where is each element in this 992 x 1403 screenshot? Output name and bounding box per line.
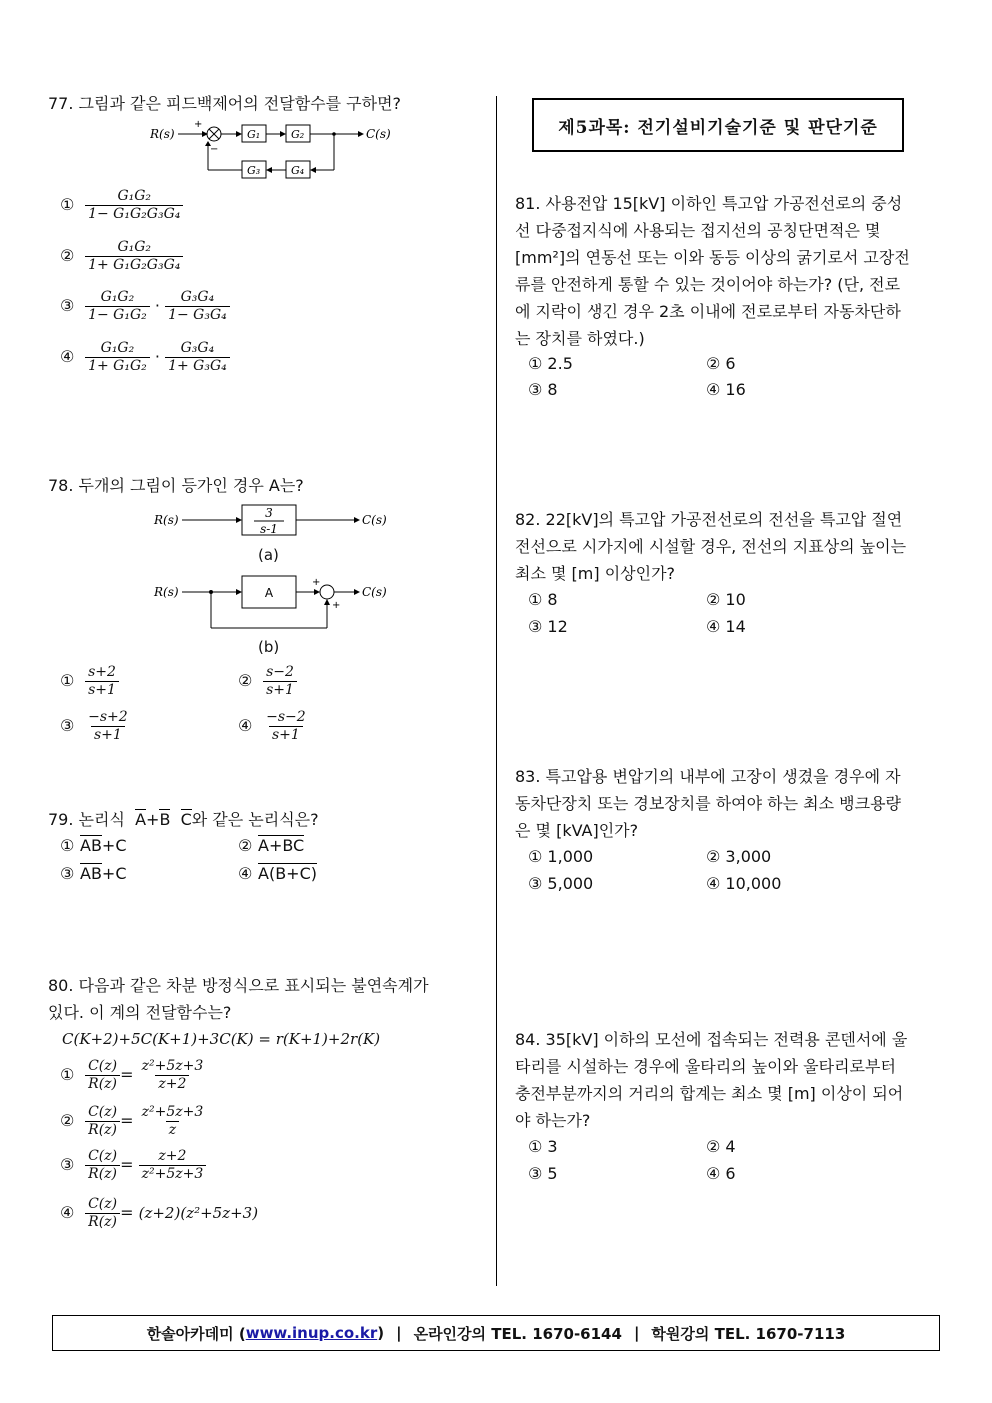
block-diagram-78a (150, 502, 400, 542)
q77-option-4[interactable]: ④ $\frac{\text{G₁G₂}}{\text{1+ G₁G₂}}$ · $\frac{\text{G₃G₄}}{\text{1+ G₃G₄}}$ (60, 340, 230, 375)
question-80-text: 80. 다음과 같은 차분 방정식으로 표시되는 불연속계가 있다. 이 계의 전달함수는? (48, 976, 429, 1022)
q84-option-4[interactable]: ④ 6 (706, 1164, 736, 1183)
q83-option-2[interactable]: ② 3,000 (706, 847, 772, 866)
question-78-text: 78. 두개의 그림이 등가인 경우 A는? (48, 476, 304, 495)
q79-option-1[interactable]: ① AB+C (60, 836, 127, 855)
diagram-input-label: R(s) (150, 127, 175, 141)
q78-option-4[interactable]: ④ $\frac{-s-2}{s+1}$ (238, 709, 306, 743)
q80-option-4[interactable]: ④ $\frac{C(z)}{R(z)}$ = (z+2)(z²+5z+3) (60, 1196, 259, 1230)
footer-website-link[interactable]: www.inup.co.kr (245, 1324, 378, 1342)
q80-option-3[interactable]: ③ $\frac{C(z)}{R(z)}$ = $\frac{z+2}{\text{z²+5z+3}}$ (60, 1148, 206, 1183)
q80-option-1[interactable]: ① $\frac{C(z)}{R(z)}$ = $\frac{\text{z²+5z+3}}{z+2}$ (60, 1058, 204, 1092)
svg-text:s-1: s-1 (260, 522, 278, 536)
diagram-output-label: C(s) (366, 127, 391, 141)
footer-separator: | (633, 1324, 640, 1342)
caption-b: (b) (258, 638, 280, 656)
svg-text:A: A (264, 586, 274, 600)
question-77-text: 77. 그림과 같은 피드백제어의 전달함수를 구하면? (48, 94, 402, 113)
question-83-text: 83. 특고압용 변압기의 내부에 고장이 생겼을 경우에 자 동차단장치 또는 경보장치를 하여야 하는 최소 뱅크용량 은 몇 [kVA]인가? (515, 767, 902, 840)
q78-option-3[interactable]: ③ $\frac{-s+2}{s+1}$ (60, 709, 128, 743)
q82-option-3[interactable]: ③ 12 (528, 617, 568, 636)
q79-option-2[interactable]: ② A+BC (238, 836, 305, 855)
q82-option-2[interactable]: ② 10 (706, 590, 746, 609)
caption-a: (a) (258, 546, 279, 564)
column-divider (496, 96, 497, 1286)
q78-option-1[interactable]: ① $\frac{s+2}{s+1}$ (60, 664, 119, 699)
question-82-text: 82. 22[kV]의 특고압 가공전선로의 전선을 특고압 절연 전선으로 시가지에 시설할 경우, 전선의 지표상의 높이는 최소 몇 [m] 이상인가? (515, 510, 907, 583)
q77-option-2[interactable]: ② $\frac{\text{G₁G₂}}{\text{1+ G₁G₂G₃G₄}}$ (60, 239, 183, 274)
q81-option-4[interactable]: ④ 16 (706, 380, 746, 399)
svg-text:C(s): C(s) (362, 585, 387, 599)
q79-option-3[interactable]: ③ AB+C (60, 864, 127, 883)
q83-option-4[interactable]: ④ 10,000 (706, 874, 782, 893)
footer-online-phone: 온라인강의 TEL. 1670-6144 (413, 1324, 622, 1343)
svg-text:G₃: G₃ (247, 164, 261, 177)
svg-text:+: + (332, 600, 341, 611)
question-84-text: 84. 35[kV] 이하의 모선에 접속되는 전력용 콘덴서에 울 타리를 시설하는 경우에 울타리의 높이와 울타리로부터 충전부분까지의 거리의 합계는 최소 몇 [m] 이상이 되어 야 하는가? (515, 1030, 908, 1130)
q83-option-1[interactable]: ① 1,000 (528, 847, 594, 866)
q84-option-1[interactable]: ① 3 (528, 1137, 558, 1156)
question-79-text: 79. 논리식 A+B C와 같은 논리식은? (48, 810, 319, 829)
footer-bar: 한솔아카데미 ( www.inup.co.kr ) | 온라인강의 TEL. 1670-6144 | 학원강의 TEL. 1670-7113 (52, 1315, 940, 1351)
q77-option-3[interactable]: ③ $\frac{\text{G₁G₂}}{\text{1− G₁G₂}}$ · $\frac{\text{G₃G₄}}{\text{1− G₃G₄}}$ (60, 289, 230, 324)
q84-option-3[interactable]: ③ 5 (528, 1164, 558, 1183)
q81-option-3[interactable]: ③ 8 (528, 380, 558, 399)
footer-separator: | (396, 1324, 402, 1342)
svg-text:−: − (210, 144, 219, 155)
svg-text:G₄: G₄ (291, 164, 305, 177)
svg-text:R(s): R(s) (154, 585, 179, 599)
difference-equation: C(K+2)+5C(K+1)+3C(K) = r(K+1)+2r(K) (62, 1030, 381, 1048)
footer-academy-name: 한솔아카데미 ( (146, 1324, 246, 1343)
svg-text:G₁: G₁ (247, 128, 261, 141)
block-diagram-78b (150, 572, 400, 634)
svg-text:G₂: G₂ (291, 128, 305, 141)
q81-option-2[interactable]: ② 6 (706, 354, 736, 373)
q77-option-1[interactable]: ① $\frac{\text{G₁G₂}}{\text{1− G₁G₂G₃G₄}}$ (60, 188, 183, 223)
q81-option-1[interactable]: ① 2.5 (528, 354, 573, 373)
q82-option-4[interactable]: ④ 14 (706, 617, 746, 636)
svg-text:R(s): R(s) (154, 513, 179, 527)
q78-option-2[interactable]: ② $\frac{s-2}{s+1}$ (238, 664, 297, 699)
svg-text:+: + (194, 119, 203, 130)
footer-offline-phone: 학원강의 TEL. 1670-7113 (651, 1324, 846, 1343)
q83-option-3[interactable]: ③ 5,000 (528, 874, 594, 893)
feedback-block-diagram-77 (150, 118, 400, 184)
q80-option-2[interactable]: ② $\frac{C(z)}{R(z)}$ = $\frac{\text{z²+5z+3}}{z}$ (60, 1104, 204, 1138)
q82-option-1[interactable]: ① 8 (528, 590, 558, 609)
section-title: 제5과목: 전기설비기술기준 및 판단기준 (532, 98, 904, 152)
svg-text:+: + (312, 577, 321, 588)
question-81-text: 81. 사용전압 15[kV] 이하인 특고압 가공전선로의 중성 선 다중접지식에 사용되는 접지선의 공칭단면적은 몇 [mm²]의 연동선 또는 이와 동등 이상의 굵기로서 고장전 류를 안전하게 통할 수 있는 것이어야 하는가? (단, 전로 에 지락이 생긴 경우 2초 이내에 전로로부터 자동차단하 는 장치를 하였다.) (515, 194, 910, 348)
svg-text:3: 3 (265, 506, 273, 520)
svg-text:C(s): C(s) (362, 513, 387, 527)
q84-option-2[interactable]: ② 4 (706, 1137, 736, 1156)
q79-option-4[interactable]: ④ A(B+C) (238, 864, 317, 883)
